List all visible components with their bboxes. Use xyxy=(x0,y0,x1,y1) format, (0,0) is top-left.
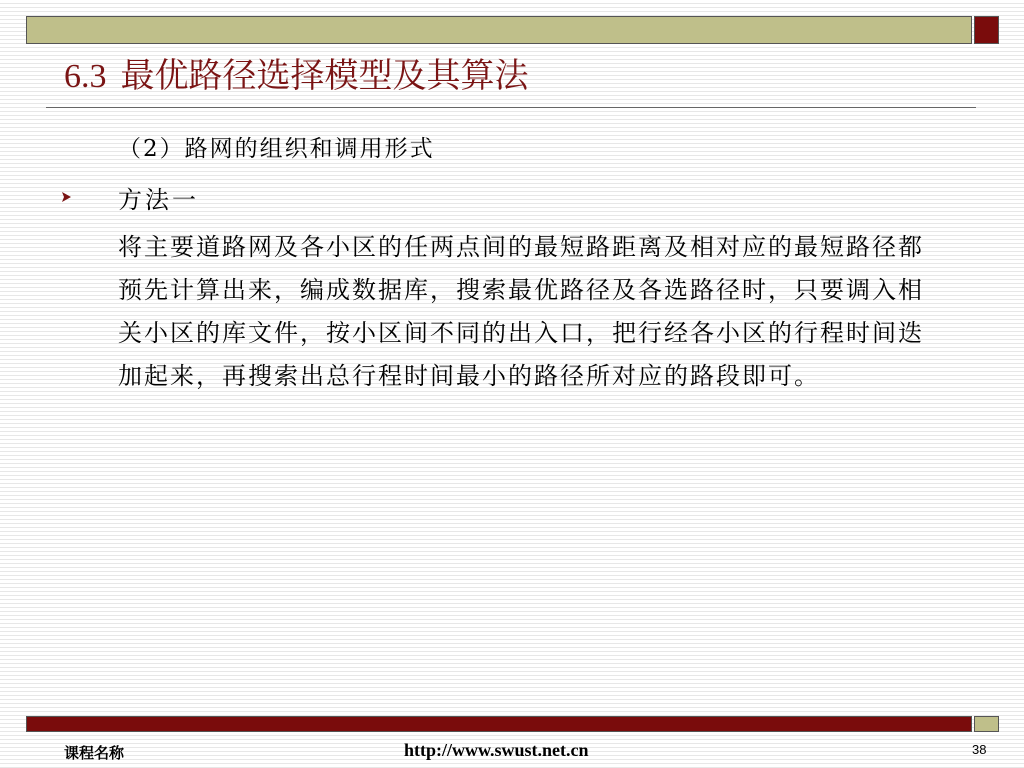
bottom-decor-square xyxy=(974,716,999,732)
slide-title xyxy=(64,54,529,99)
slide-title-number: 6.3 xyxy=(64,58,107,95)
top-decor-square xyxy=(974,16,999,44)
page-number: 38 xyxy=(972,742,987,757)
section-subheading: （2）路网的组织和调用形式 xyxy=(118,136,435,162)
bottom-decor-bar xyxy=(26,716,972,732)
top-decor-bar xyxy=(26,16,972,44)
slide-title-text: 最优路径选择模型及其算法 xyxy=(120,56,529,96)
arrow-bullet-icon xyxy=(60,190,74,204)
footer-url: http://www.swust.net.cn xyxy=(404,740,589,760)
body-paragraph: 将主要道路网及各小区的任两点间的最短路距离及相对应的最短路径都预先计算出来，编成数据库，搜索最优路径及各选路径时，只要调入相关小区的库文件，按小区间不同的出入口，把行经各小区的行程时间迭加起来，再搜索出总行程时间最小的路径所对应的路段即可。 xyxy=(118,233,924,390)
footer-course-name: 课程名称 xyxy=(64,744,125,762)
title-divider xyxy=(46,107,976,108)
bullet-label: 方法一 xyxy=(118,186,199,214)
